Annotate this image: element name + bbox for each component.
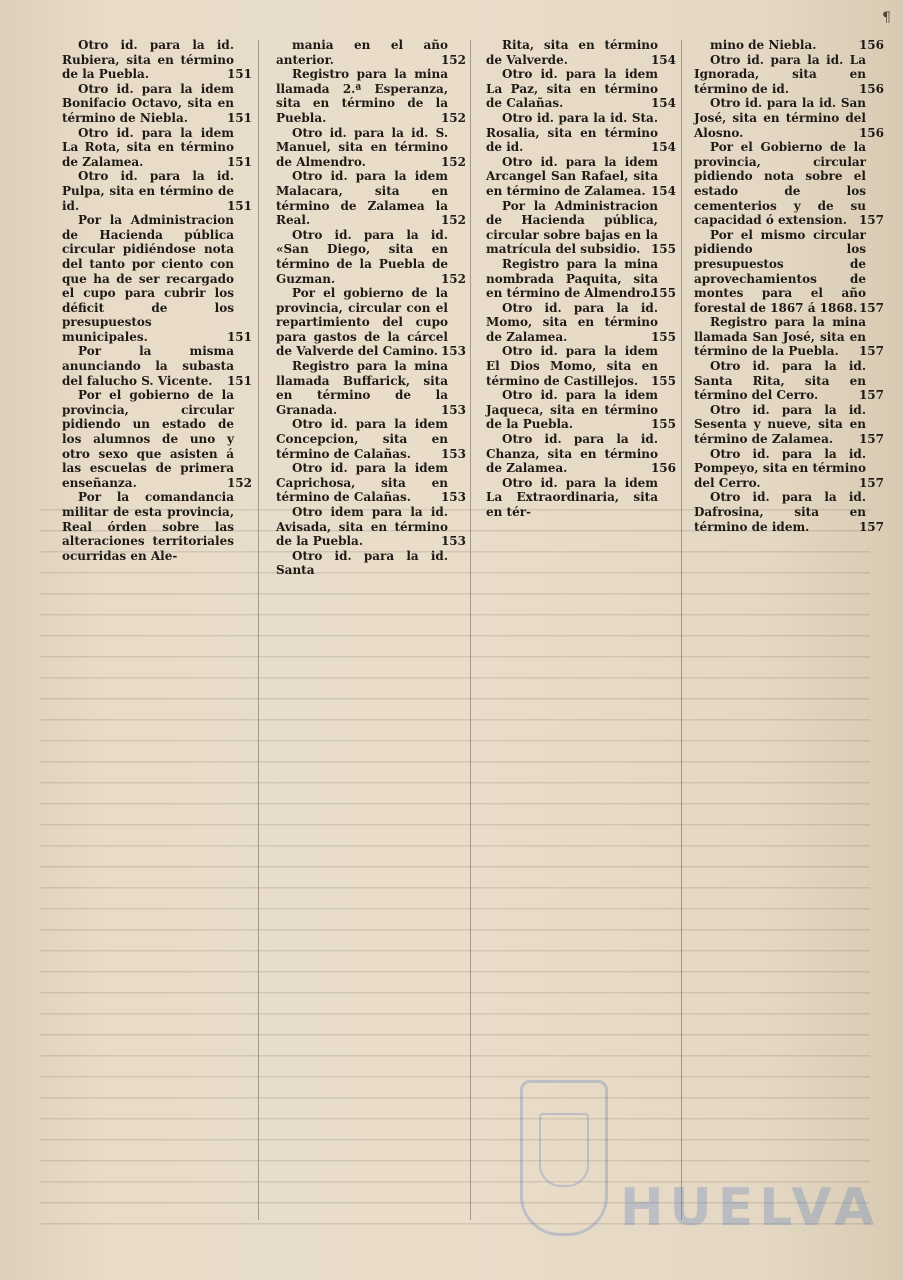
entry-page-number: 151	[226, 67, 252, 82]
entry-text: Por la Administracion de Hacienda pública, circular sobre bajas en la matrícula del subsidio.	[486, 198, 658, 257]
index-entry	[486, 67, 676, 111]
entry-text: Registro para la mina nombrada Paquita, sita en término de Almendro.	[486, 256, 658, 301]
entry-text: Por el gobierno de la provincia, circular pidiendo un estado de los alumnos de uno y otro sexo que asisten á las escuelas de primera enseñanza.	[62, 388, 234, 490]
entry-text: Por la comandancia militar de esta provincia, Real órden sobre las alteraciones territoriales ocurridas en Ale-	[62, 490, 234, 563]
index-entry	[62, 344, 252, 388]
entry-text: Otro id. para la id. Dafrosina, sita en término de idem.	[694, 490, 866, 534]
entry-page-number: 157	[858, 388, 884, 403]
index-entry	[276, 505, 466, 549]
entry-page-number: 151	[226, 329, 252, 344]
index-column-2	[276, 38, 466, 578]
index-entry	[694, 52, 884, 97]
entry-text: Otro id. para la idem La Extraordinaria, sita en tér-	[486, 475, 658, 519]
entry-page-number: 155	[650, 242, 676, 257]
index-entry	[276, 125, 466, 170]
entry-page-number: 151	[226, 110, 252, 125]
entry-page-number: 157	[858, 213, 884, 228]
index-entry	[486, 256, 676, 301]
entry-page-number: 157	[858, 475, 884, 490]
shield-icon	[520, 1080, 608, 1236]
index-column-3	[486, 38, 676, 520]
index-entry	[62, 169, 252, 213]
index-entry	[276, 169, 466, 228]
index-entry	[276, 227, 466, 286]
index-entry	[694, 227, 884, 316]
entry-page-number: 157	[858, 432, 884, 447]
entry-text: Por la Administracion de Hacienda pública circular pidiéndose nota del tanto por ciento con que ha de ser recargado el cupo para cubrir los déficit de los presupuestos municipales.	[62, 213, 234, 344]
index-entry	[62, 490, 240, 563]
entry-text: Otro id. para la id. Sta. Rosalia, sita en término de id.	[486, 110, 658, 155]
entry-text: Otro id. para la id. La Ignorada, sita en término de id.	[694, 52, 866, 96]
entry-text: Otro id. para la id. Santa	[276, 548, 448, 578]
entry-text: Otro id. para la idem Arcangel San Rafael, sita en término de Zalamea.	[486, 154, 658, 198]
entry-page-number: 154	[650, 183, 676, 198]
index-entry	[276, 67, 466, 125]
entry-page-number: 151	[226, 373, 252, 388]
index-entry	[276, 417, 466, 461]
entry-page-number: 151	[226, 198, 252, 213]
index-entry	[694, 446, 884, 491]
watermark-word: HUELVA	[620, 1178, 881, 1238]
entry-page-number: 152	[440, 110, 466, 125]
entry-page-number: 151	[226, 154, 252, 169]
index-entry	[486, 432, 676, 476]
entry-page-number: 157	[858, 519, 884, 534]
entry-text: Por el mismo circular pidiendo los presupuestos de aprovechamientos de montes para el año forestal de 1867 á 1868.	[694, 227, 866, 315]
entry-text: Otro id. para la idem Bonifacio Octavo, sita en término de Niebla.	[62, 81, 234, 125]
column-rule	[470, 40, 471, 1220]
entry-text: Otro idem para la id. Avisada, sita en término de la Puebla.	[276, 505, 448, 549]
entry-page-number: 156	[858, 81, 884, 96]
entry-text: Otro id. para la id. Chanza, sita en término de Zalamea.	[486, 432, 658, 476]
entry-text: Registro para la mina llamada Buffarick, sita en término de la Granada.	[276, 359, 448, 417]
entry-text: mania en el año anterior.	[276, 38, 448, 67]
index-entry	[276, 461, 466, 505]
entry-text: Otro id. para la id. Pulpa, sita en término de id.	[62, 169, 234, 213]
entry-page-number: 157	[858, 344, 884, 359]
entry-page-number: 153	[440, 402, 466, 417]
index-entry	[486, 476, 664, 520]
index-entry	[694, 38, 884, 53]
index-entry	[486, 388, 676, 432]
index-entry	[486, 154, 676, 199]
index-entry	[62, 81, 252, 126]
entry-page-number: 156	[858, 38, 884, 52]
entry-text: Otro id. para la id. S. Manuel, sita en término de Almendro.	[276, 125, 448, 169]
entry-text: Por el Gobierno de la provincia, circular pidiendo nota sobre el estado de los cementerios y de su capacidad ó extension.	[694, 140, 866, 228]
entry-page-number: 152	[440, 213, 466, 228]
entry-page-number: 154	[650, 96, 676, 111]
entry-text: Otro id. para la id. Santa Rita, sita en término del Cerro.	[694, 359, 866, 403]
entry-page-number: 155	[650, 329, 676, 344]
index-entry	[276, 286, 466, 359]
entry-page-number: 153	[440, 534, 466, 549]
entry-text: Otro id. para la id. «San Diego, sita en término de la Puebla de Guzman.	[276, 227, 448, 286]
entry-text: Otro id. para la idem Jaqueca, sita en término de la Puebla.	[486, 388, 658, 432]
entry-page-number: 156	[858, 125, 884, 140]
bleed-through-texture	[40, 495, 870, 1235]
archive-watermark	[520, 1070, 881, 1260]
index-entry	[486, 344, 676, 388]
entry-page-number: 157	[858, 300, 884, 315]
entry-text: Otro id. para la id. Pompeyo, sita en término del Cerro.	[694, 446, 866, 490]
entry-text: Por la misma anunciando la subasta del falucho S. Vicente.	[62, 344, 234, 388]
entry-page-number: 155	[650, 286, 676, 301]
entry-text: Otro id. para la id. Rubiera, sita en término de la Puebla.	[62, 38, 234, 82]
index-entry	[486, 110, 676, 155]
column-rule	[258, 40, 259, 1220]
index-entry	[62, 388, 252, 490]
column-rule	[681, 40, 682, 1220]
entry-text: Registro para la mina llamada San José, sita en término de la Puebla.	[694, 315, 866, 359]
entry-text: Otro id. para la idem Malacara, sita en término de Zalamea la Real.	[276, 169, 448, 228]
index-entry	[276, 549, 454, 578]
index-entry	[276, 38, 466, 67]
index-column-1	[62, 38, 252, 563]
entry-page-number: 153	[440, 446, 466, 461]
entry-text: Otro id. para la idem El Dios Momo, sita en término de Castillejos.	[486, 344, 658, 388]
entry-page-number: 156	[650, 461, 676, 476]
entry-page-number: 152	[440, 271, 466, 286]
index-entry	[62, 213, 252, 344]
index-entry	[694, 402, 884, 447]
entry-text: Otro id. para la id. San José, sita en término del Alosno.	[694, 96, 866, 140]
index-entry	[486, 38, 676, 67]
entry-page-number: 152	[440, 154, 466, 169]
entry-page-number: 152	[226, 475, 252, 490]
entry-text: Otro id. para la idem Caprichosa, sita en término de Calañas.	[276, 461, 448, 505]
index-entry	[62, 38, 252, 82]
index-entry	[486, 300, 676, 345]
index-entry	[694, 140, 884, 228]
entry-text: Registro para la mina llamada 2.ª Esperanza, sita en término de la Puebla.	[276, 67, 448, 125]
entry-page-number: 155	[650, 373, 676, 388]
entry-text: Por el gobierno de la provincia, circular con el repartimiento del cupo para gastos de la cárcel de Valverde del Camino.	[276, 286, 448, 359]
entry-page-number: 152	[440, 52, 466, 67]
index-entry	[694, 315, 884, 359]
index-entry	[694, 359, 884, 403]
entry-text: Otro id. para la idem La Paz, sita en término de Calañas.	[486, 67, 658, 111]
index-entry	[486, 198, 676, 257]
entry-text: Otro id. para la idem La Rota, sita en término de Zalamea.	[62, 125, 234, 169]
index-entry	[62, 125, 252, 170]
entry-text: Otro id. para la idem Concepcion, sita en término de Calañas.	[276, 417, 448, 461]
entry-text: mino de Niebla.	[710, 38, 817, 52]
index-entry	[276, 359, 466, 417]
entry-text: Otro id. para la id. Momo, sita en término de Zalamea.	[486, 300, 658, 344]
entry-page-number: 155	[650, 417, 676, 432]
index-entry	[694, 96, 884, 140]
entry-page-number: 153	[440, 344, 466, 359]
index-column-4	[694, 38, 884, 534]
corner-mark: ¶	[882, 10, 891, 26]
entry-text: Rita, sita en término de Valverde.	[486, 38, 658, 67]
entry-page-number: 154	[650, 52, 676, 67]
entry-text: Otro id. para la id. Sesenta y nueve, sita en término de Zalamea.	[694, 402, 866, 447]
entry-page-number: 154	[650, 140, 676, 155]
entry-page-number: 153	[440, 490, 466, 505]
index-entry	[694, 490, 884, 534]
